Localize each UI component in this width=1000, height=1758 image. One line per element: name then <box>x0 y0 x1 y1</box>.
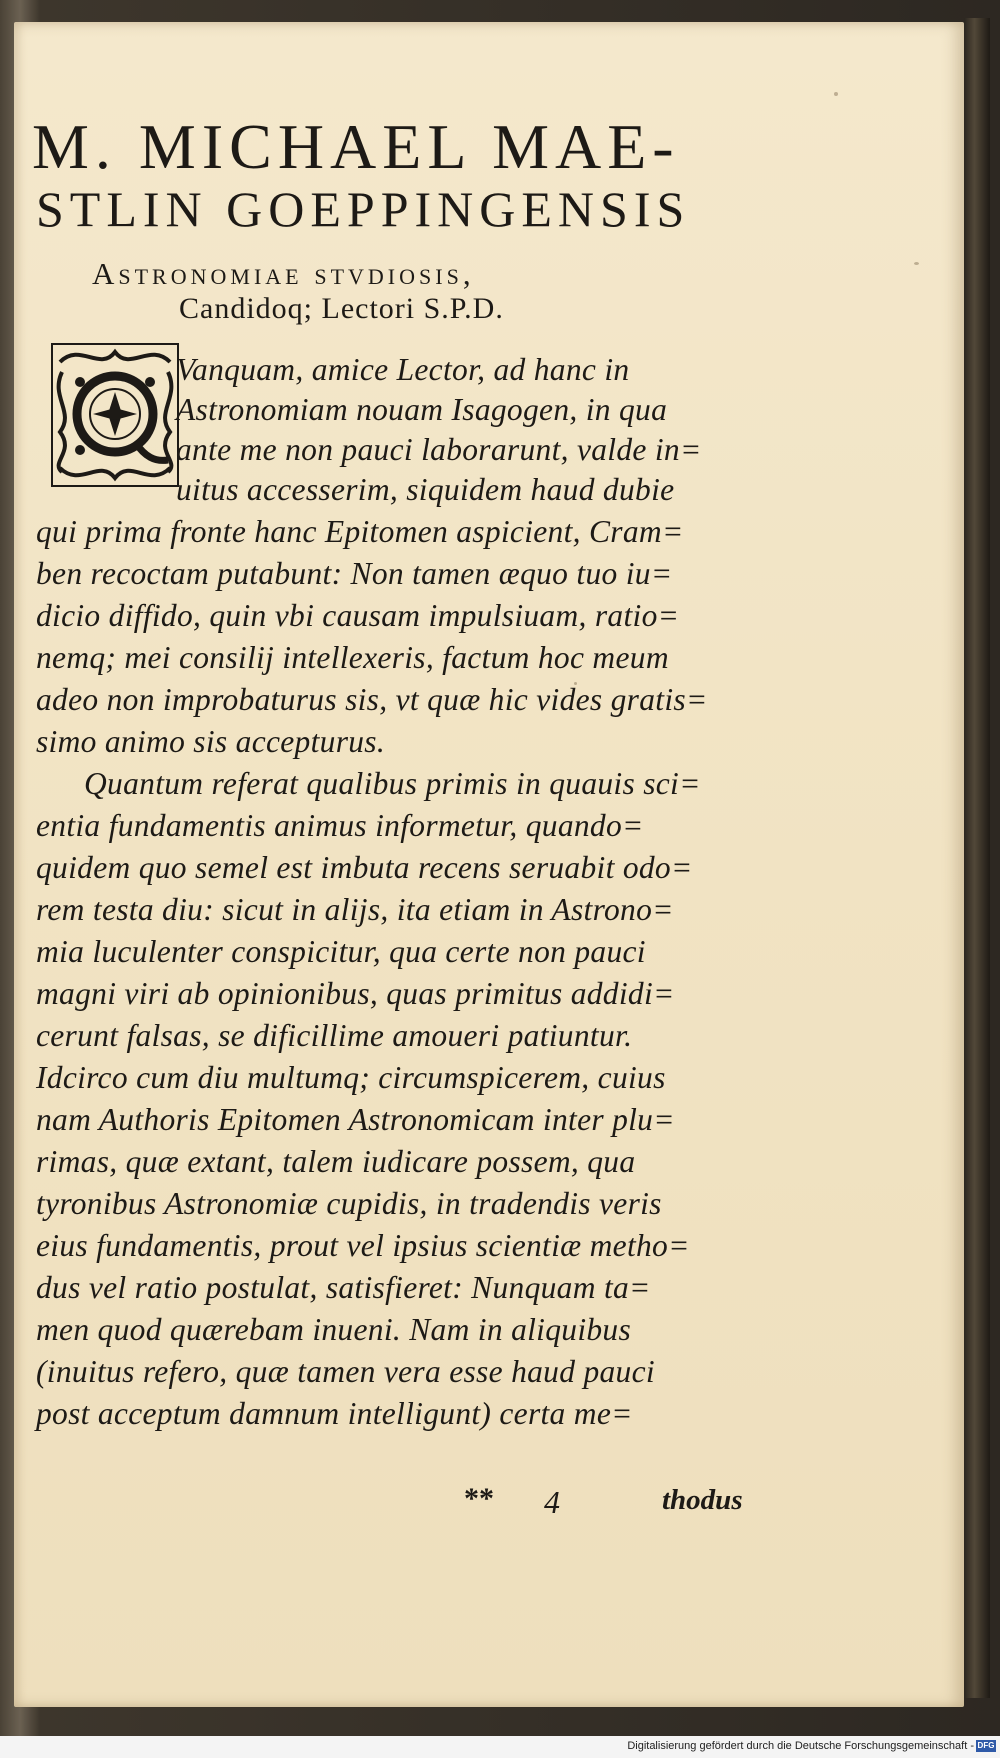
text-line: Vanquam, amice Lector, ad hanc in <box>176 352 630 387</box>
digitization-credit: Digitalisierung gefördert durch die Deutsche Forschungsgemeinschaft - <box>627 1740 974 1752</box>
heading-author-origin: STLIN GOEPPINGENSIS <box>36 181 691 237</box>
page-footer <box>14 1482 964 1532</box>
text-line: entia fundamentis animus informetur, quando= <box>36 808 644 843</box>
text-line: men quod quærebam inueni. Nam in aliquibus <box>36 1312 632 1347</box>
heading-addressee: Astronomiae stvdiosis, <box>92 256 475 291</box>
text-line: Idcirco cum diu multumq; circumspicerem, cuius <box>36 1060 666 1095</box>
decorated-initial-q-icon <box>50 342 180 488</box>
text-line: (inuitus refero, quæ tamen vera esse haud pauci <box>36 1354 655 1389</box>
text-line: cerunt falsas, se dificillime amoueri patiuntur. <box>36 1018 633 1053</box>
signature-mark: ** <box>464 1482 494 1515</box>
text-line: dicio diffido, quin vbi causam impulsiuam, ratio= <box>36 598 680 633</box>
text-line: quidem quo semel est imbuta recens seruabit odo= <box>36 850 693 885</box>
text-line: rimas, quæ extant, talem iudicare possem, qua <box>36 1144 636 1179</box>
dfg-logo-icon: DFG <box>977 1741 995 1750</box>
folio-number: 4 <box>544 1484 560 1520</box>
text-line: nam Authoris Epitomen Astronomicam inter plu= <box>36 1102 675 1137</box>
text-line: simo animo sis accepturus. <box>36 724 386 759</box>
text-line: ante me non pauci laborarunt, valde in= <box>176 432 702 467</box>
text-line: qui prima fronte hanc Epitomen aspicient, Cram= <box>36 514 684 549</box>
text-line: post acceptum damnum intelligunt) certa me= <box>36 1396 633 1431</box>
text-line: rem testa diu: sicut in alijs, ita etiam in Astrono= <box>36 892 674 927</box>
text-line: uitus accesserim, siquidem haud dubie <box>176 472 675 507</box>
text-line: ben recoctam putabunt: Non tamen æquo tuo iu= <box>36 556 673 591</box>
text-line: mia luculenter conspicitur, qua certe non pauci <box>36 934 646 969</box>
book-page <box>14 22 964 1707</box>
text-line: nemq; mei consilij intellexeris, factum hoc meum <box>36 640 669 675</box>
paper-speck <box>834 92 838 96</box>
heading-author: M. MICHAEL MAE- <box>32 111 680 182</box>
text-line: tyronibus Astronomiæ cupidis, in tradendis veris <box>36 1186 662 1221</box>
text-line: eius fundamentis, prout vel ipsius scientiæ metho= <box>36 1228 690 1263</box>
digitization-credit-bar <box>0 1736 1000 1758</box>
heading-salutation: Candidoq; Lectori S.P.D. <box>179 292 504 325</box>
text-line: magni viri ab opinionibus, quas primitus addidi= <box>36 976 675 1011</box>
text-line: Quantum referat qualibus primis in quauis sci= <box>84 766 701 801</box>
text-line: Astronomiam nouam Isagogen, in qua <box>176 392 668 427</box>
text-line: dus vel ratio postulat, satisfieret: Nunquam ta= <box>36 1270 651 1305</box>
catchword: thodus <box>662 1484 743 1516</box>
text-line: adeo non improbaturus sis, vt quæ hic vides gratis= <box>36 682 708 717</box>
